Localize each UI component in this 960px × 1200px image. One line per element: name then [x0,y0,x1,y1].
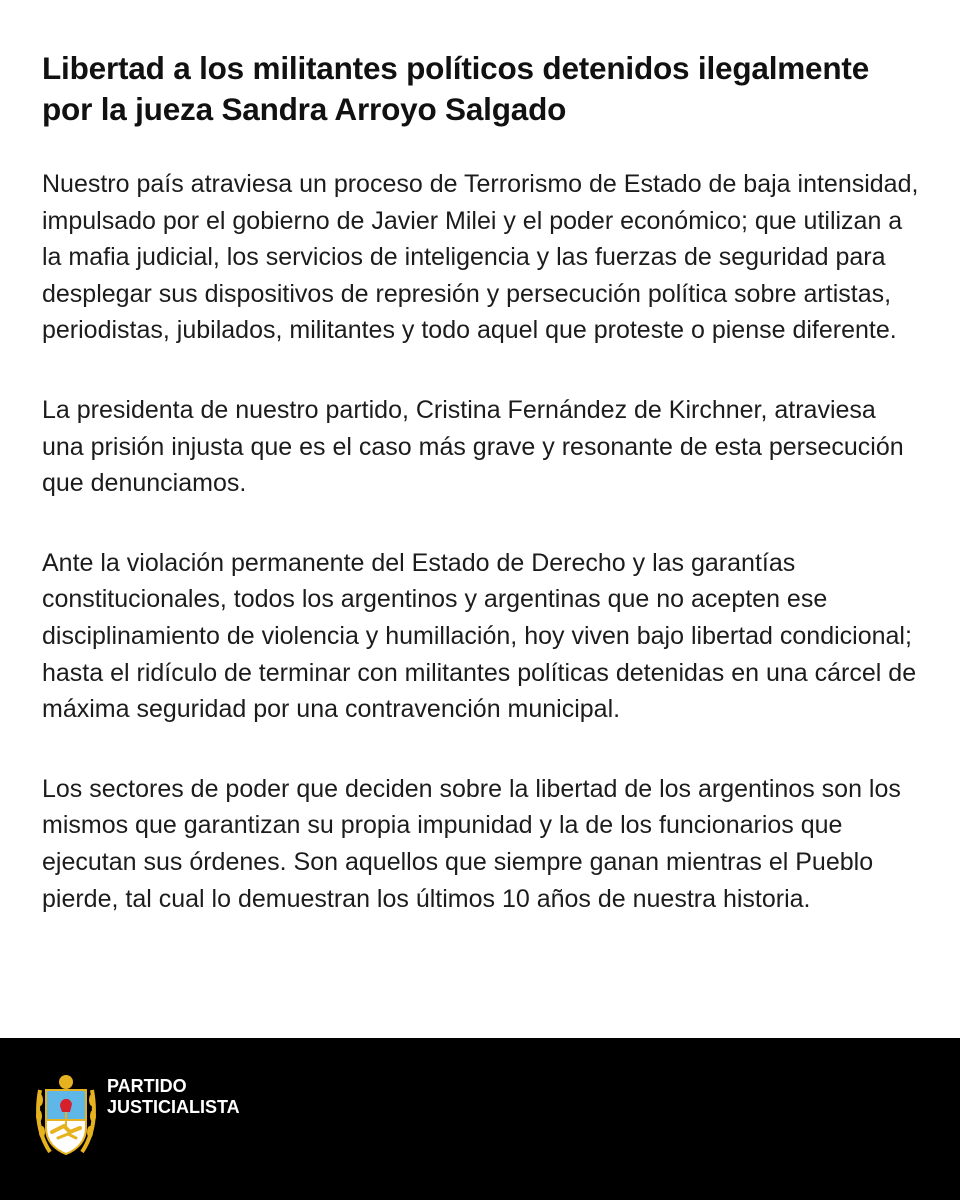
headline: Libertad a los militantes políticos detenidos ilegalmente por la jueza Sandra Arroyo Salgado [42,50,870,127]
party-name-line-2: JUSTICIALISTA [107,1097,240,1117]
paragraph-1: Nuestro país atraviesa un proceso de Terrorismo de Estado de baja intensidad, impulsado por el gobierno de Javier Milei y el poder económico; que utilizan a la mafia judicial, los servicios de inteligencia y las fuerzas de seguridad para desplegar sus dispositivos de represión y persecución política sobre artistas, periodistas, jubilados, militantes y todo aquel que proteste o piense diferente. [42,170,919,345]
paragraph-2: La presidenta de nuestro partido, Cristina Fernández de Kirchner, atraviesa una prisión injusta que es el caso más grave y resonante de esta persecución que denunciamos. [42,395,904,498]
article [42,48,922,960]
partido-justicialista-shield-icon [36,1072,96,1158]
party-name-line-1: PARTIDO [107,1076,187,1096]
paragraph-3: Ante la violación permanente del Estado de Derecho y las garantías constitucionales, todos los argentinos y argentinas que no acepten ese disciplinamiento de violencia y humillación, hoy viven bajo libertad condicional; hasta el ridículo de terminar con militantes políticas detenidas en una cárcel de máxima seguridad por una contravención municipal. [42,548,917,724]
party-name [107,1076,240,1118]
article-body [42,166,922,917]
paragraph-4: Los sectores de poder que deciden sobre la libertad de los argentinos son los mismos que garantizan su propia impunidad y la de los funcionarios que ejecutan sus órdenes. Son aquellos que siempre ganan mientras el Pueblo pierde, tal cual lo demuestran los últimos 10 años de nuestra historia. [42,774,901,913]
footer-bar [0,1038,960,1200]
